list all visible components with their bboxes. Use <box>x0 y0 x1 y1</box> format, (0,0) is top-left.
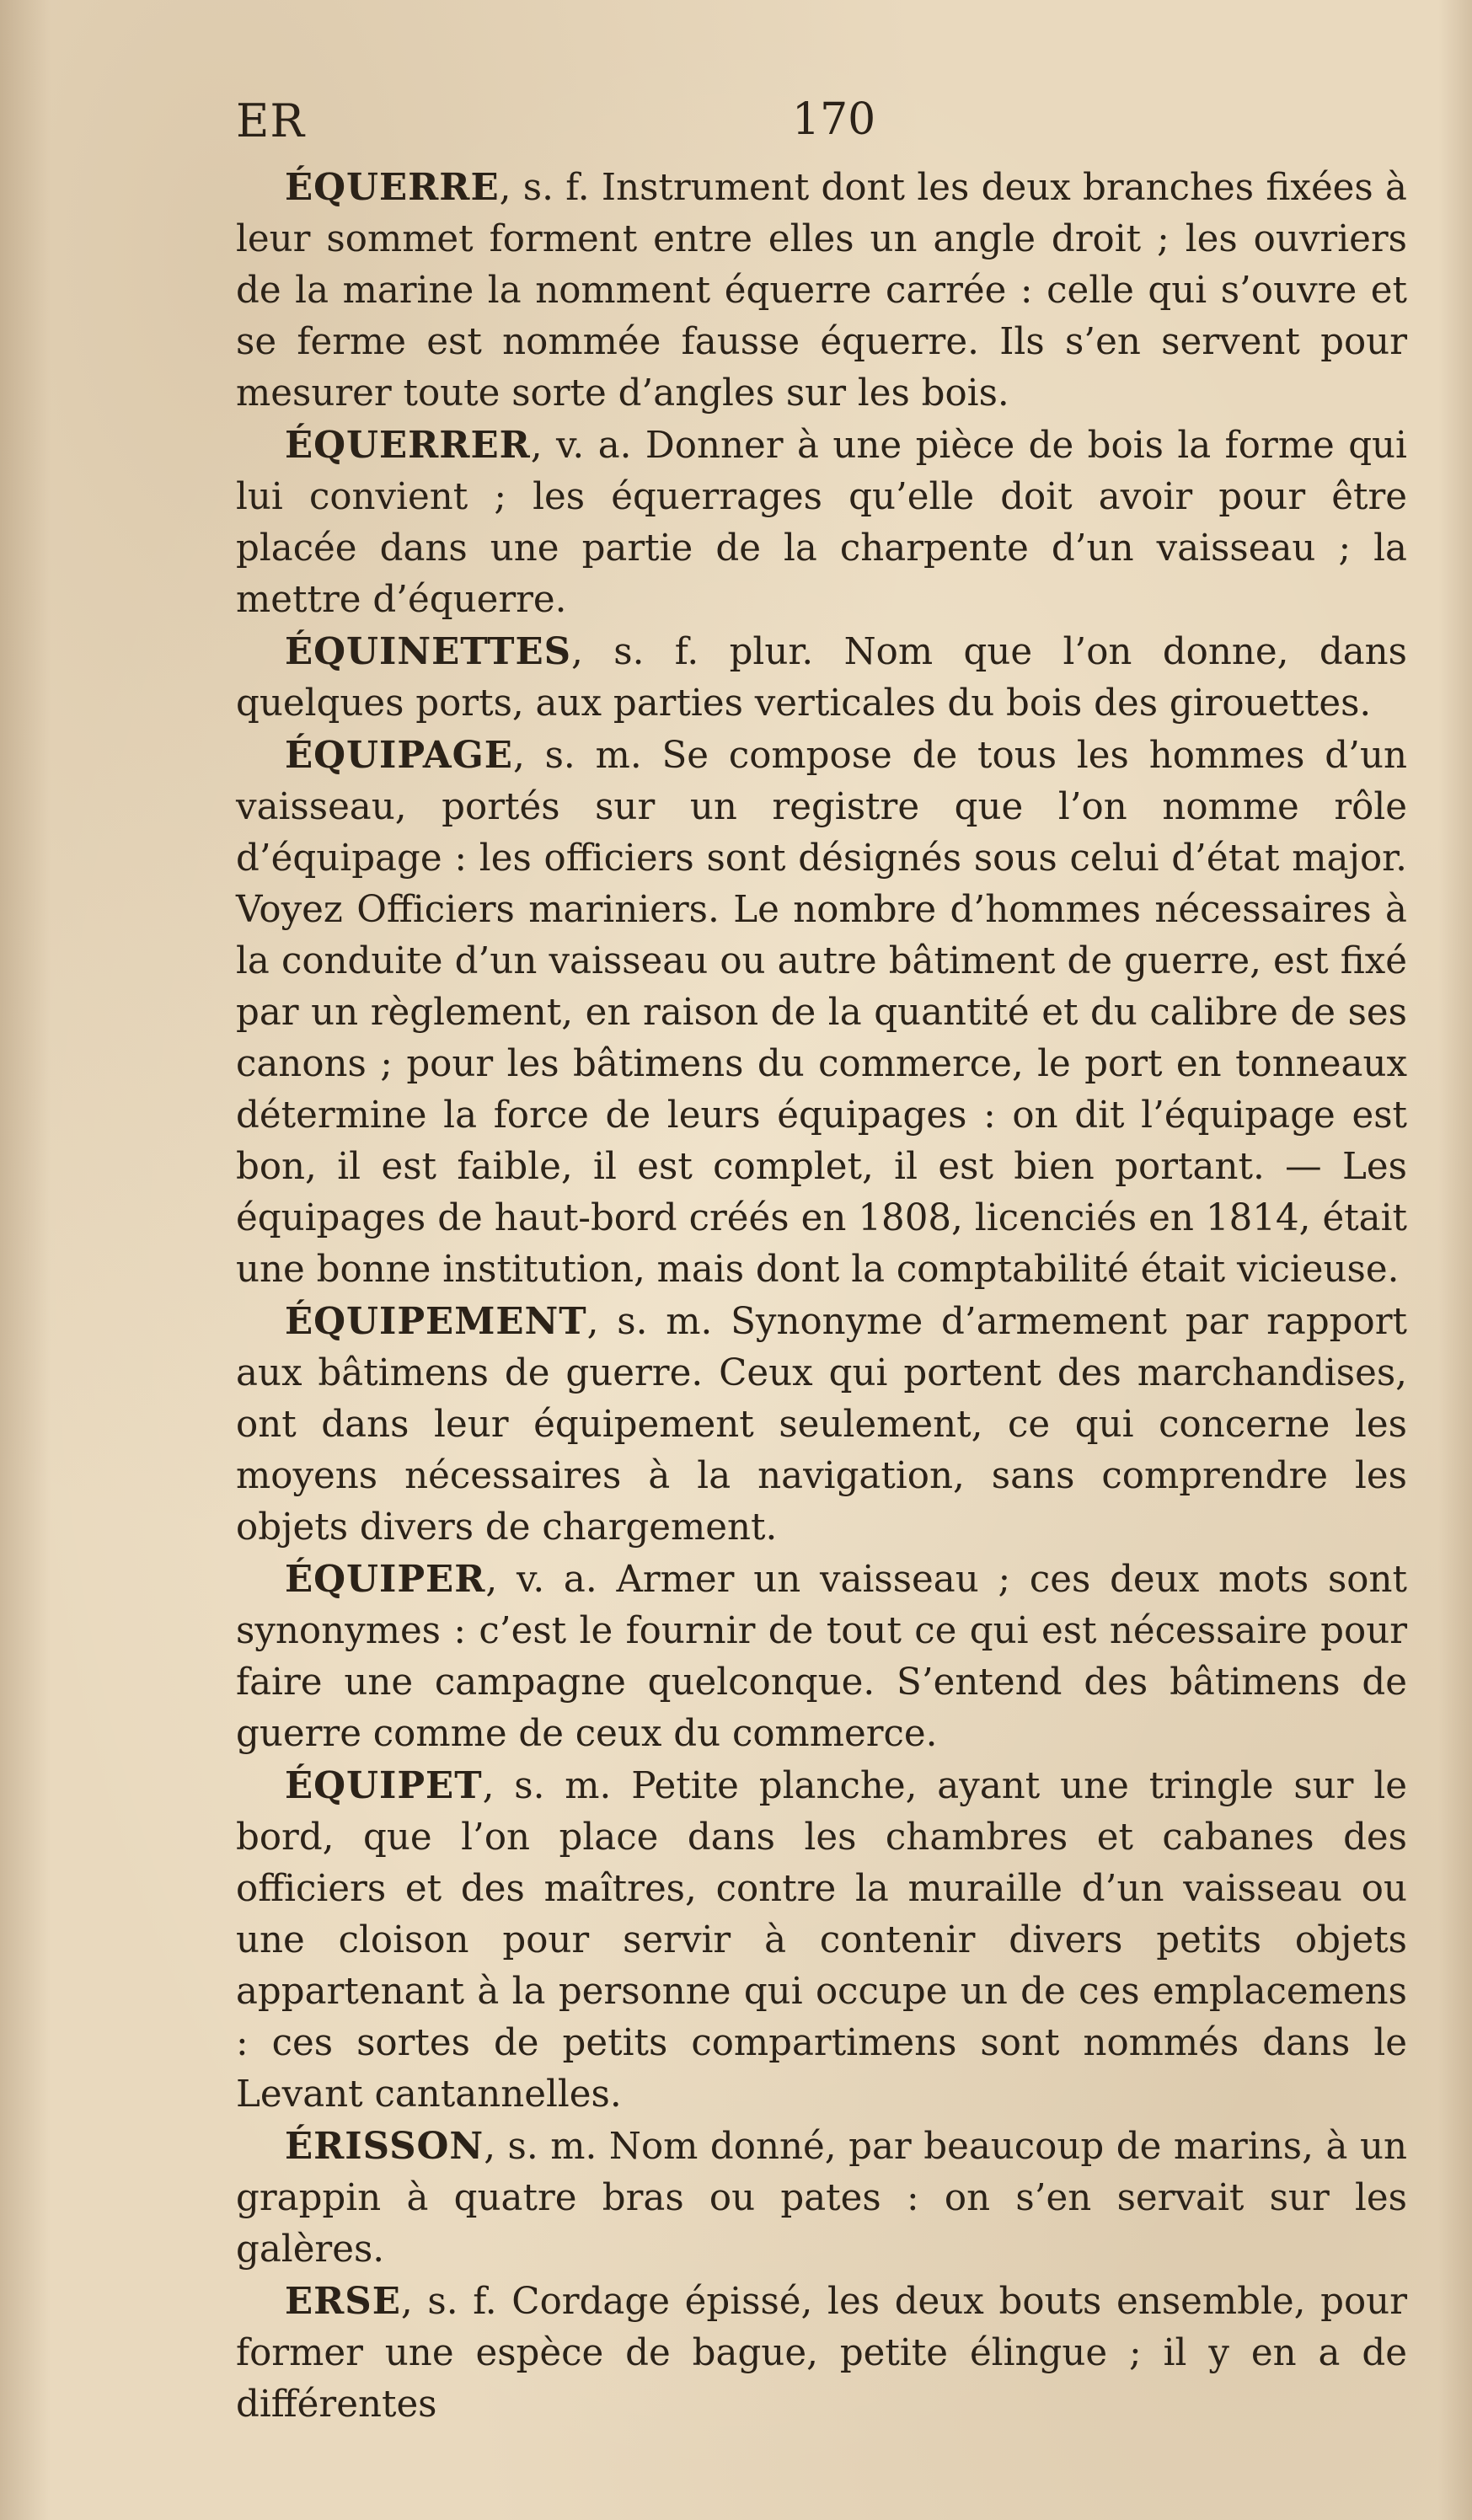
entry-equipement <box>236 1296 1407 1554</box>
definition: Cordage épissé, les deux bouts ensemble, pour former une espèce de bague, petite élingue ; il y en a de différentes <box>236 2281 1407 2426</box>
headword: ÉQUERRE <box>285 166 500 209</box>
entry-erisson <box>236 2121 1407 2276</box>
headword: ÉQUIPEMENT <box>285 1300 587 1343</box>
entry-equinettes <box>236 626 1407 730</box>
headword: ÉQUIPAGE <box>285 734 513 777</box>
definition: Donner à une pièce de bois la forme qui lui convient ; les équerrages qu’elle doit avoir pour être placée dans une partie de la charpente d’un vaisseau ; la mettre d’équerre. <box>236 425 1407 621</box>
grammar-note: , s. f. <box>499 167 590 209</box>
headword: ÉQUERRER <box>285 424 531 467</box>
dictionary-text <box>236 162 1407 2431</box>
grammar-note: , s. m. <box>484 2126 597 2168</box>
entry-equipet <box>236 1760 1407 2121</box>
grammar-note: , s. f. plur. <box>571 631 814 673</box>
definition: Nom donné, par beaucoup de marins, à un grappin à quatre bras ou pates : on s’en servait sur les galères. <box>236 2126 1407 2271</box>
grammar-note: , s. m. <box>586 1301 713 1343</box>
definition: Armer un vaisseau ; ces deux mots sont synonymes : c’est le fournir de tout ce qui est nécessaire pour faire une campagne quelconque. S’entend des bâtimens de guerre comme de ceux du commerce. <box>236 1559 1407 1755</box>
headword: ERSE <box>285 2280 401 2323</box>
entry-equiper <box>236 1554 1407 1760</box>
grammar-note: , s. f. <box>400 2281 497 2323</box>
definition: Synonyme d’armement par rapport aux bâtimens de guerre. Ceux qui portent des marchandises, ont dans leur équipement seulement, ce qui concerne les moyens nécessaires à la navigation, sans comprendre les objets divers de chargement. <box>236 1301 1407 1549</box>
headword: ÉRISSON <box>285 2125 484 2168</box>
grammar-note: , v. a. <box>485 1559 597 1601</box>
running-head <box>236 94 1416 162</box>
headword: ÉQUIPER <box>285 1558 486 1601</box>
headword: ÉQUIPET <box>285 1764 483 1807</box>
headword: ÉQUINETTES <box>285 630 572 673</box>
definition: Se compose de tous les hommes d’un vaisseau, portés sur un registre que l’on nomme rôle d’équipage : les officiers sont désignés sous celui d’état major. Voyez Officiers mariniers. Le nombre d’hommes nécessaires à la conduite d’un vaisseau ou autre bâtiment de guerre, est fixé par un règlement, en raison de la quantité et du calibre de ses canons ; pour les bâtimens du commerce, le port en tonneaux détermine la force de leurs équipages : on dit l’équipage est bon, il est faible, il est complet, il est bien portant. — Les équipages de haut-bord créés en 1808, licenciés en 1814, était une bonne institution, mais dont la comptabilité était vicieuse. <box>236 735 1407 1291</box>
page-edge-shadow-right <box>1438 0 1472 2520</box>
grammar-note: , s. m. <box>512 735 642 777</box>
running-head-letters: ER <box>236 94 306 147</box>
entry-equerrer <box>236 420 1407 626</box>
page-number: 170 <box>792 94 876 145</box>
grammar-note: , v. a. <box>530 425 632 467</box>
entry-equipage <box>236 730 1407 1296</box>
grammar-note: , s. m. <box>482 1765 612 1807</box>
definition: Instrument dont les deux branches fixées à leur sommet forment entre elles un angle droit ; les ouvriers de la marine la nomment équerre carrée : celle qui s’ouvre et se ferme est nommée fausse équerre. Ils s’en servent pour mesurer toute sorte d’angles sur les bois. <box>236 167 1407 415</box>
entry-equerre <box>236 162 1407 420</box>
definition: Nom que l’on donne, dans quelques ports, aux parties verticales du bois des girouettes. <box>236 631 1407 725</box>
definition: Petite planche, ayant une tringle sur le bord, que l’on place dans les chambres et cabanes des officiers et des maîtres, contre la muraille d’un vaisseau ou une cloison pour servir à contenir divers petits objets appartenant à la personne qui occupe un de ces emplacemens : ces sortes de petits compartimens sont nommés dans le Levant cantannelles. <box>236 1765 1407 2116</box>
page-edge-shadow-left <box>0 0 51 2520</box>
entry-erse <box>236 2276 1407 2431</box>
